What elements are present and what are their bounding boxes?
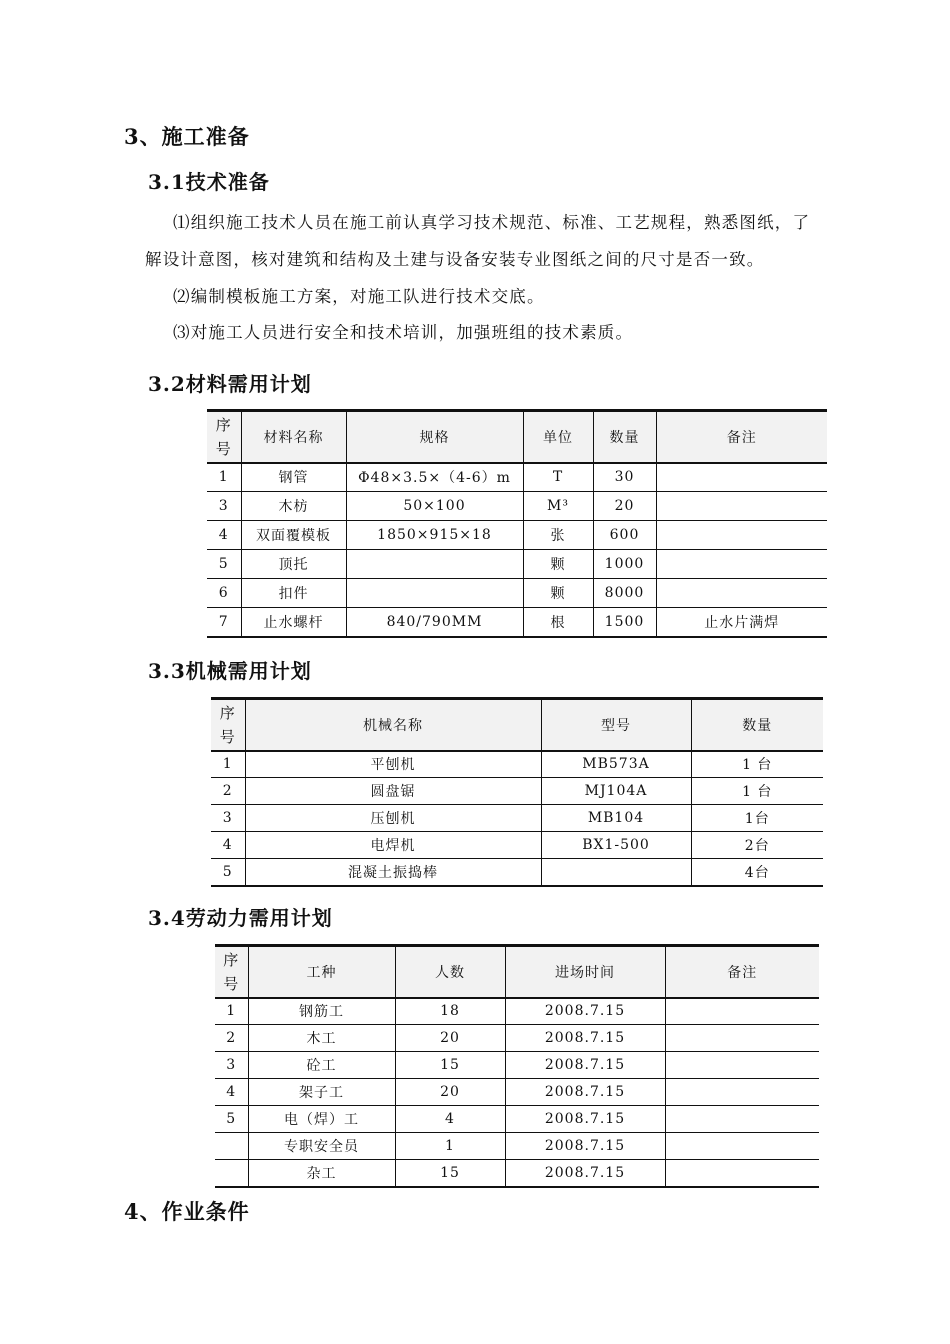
header-seq-line-1: 序 (215, 415, 232, 434)
cell-note (665, 1025, 819, 1052)
cell-date: 2008.7.15 (505, 1052, 665, 1079)
cell-qty: 20 (593, 492, 656, 521)
cell-count: 15 (395, 1052, 505, 1079)
cell-trade: 电（焊）工 (248, 1106, 395, 1133)
table-row (207, 550, 827, 579)
cell-note (665, 1106, 819, 1133)
machinery-table (211, 697, 823, 887)
cell-count: 15 (395, 1160, 505, 1187)
cell-name: 木枋 (241, 492, 346, 521)
cell-note (665, 998, 819, 1025)
cell-unit: 张 (523, 521, 593, 550)
cell-name: 扣件 (241, 579, 346, 608)
cell-spec (346, 579, 523, 608)
header-seq-line-1: 序 (223, 950, 240, 969)
cell-note (665, 1079, 819, 1106)
cell-note (656, 492, 827, 521)
cell-note (656, 550, 827, 579)
cell-count: 1 (395, 1133, 505, 1160)
machinery-header-qty: 数量 (691, 699, 823, 751)
cell-model: MB573A (541, 751, 691, 778)
cell-seq: 4 (207, 521, 241, 550)
cell-model: MB104 (541, 805, 691, 832)
cell-seq: 3 (211, 805, 245, 832)
cell-model: MJ104A (541, 778, 691, 805)
cell-qty: 1500 (593, 608, 656, 637)
cell-seq: 4 (211, 832, 245, 859)
cell-trade: 钢筋工 (248, 998, 395, 1025)
cell-date: 2008.7.15 (505, 1133, 665, 1160)
cell-model: BX1-500 (541, 832, 691, 859)
cell-unit: 颗 (523, 579, 593, 608)
section-3-1-heading: 3.1技术准备 (148, 170, 270, 194)
cell-unit: 颗 (523, 550, 593, 579)
cell-seq: 6 (207, 579, 241, 608)
cell-name: 双面覆模板 (241, 521, 346, 550)
table-row (207, 579, 827, 608)
table-row (211, 778, 823, 805)
cell-note (665, 1052, 819, 1079)
table-row (207, 463, 827, 492)
cell-name: 平刨机 (245, 751, 541, 778)
materials-header-note: 备注 (656, 411, 827, 463)
paragraph-item-1-cont: 解设计意图，核对建筑和结构及土建与设备安装专业图纸之间的尺寸是否一致。 (145, 250, 765, 269)
labor-header-date: 进场时间 (505, 946, 665, 998)
section-3-3-heading: 3.3机械需用计划 (148, 659, 312, 683)
table-row (215, 998, 819, 1025)
cell-seq: 3 (207, 492, 241, 521)
cell-trade: 架子工 (248, 1079, 395, 1106)
cell-seq: 1 (222, 756, 233, 773)
cell-count: 4 (395, 1106, 505, 1133)
labor-header-count: 人数 (395, 946, 505, 998)
cell-seq: 2 (211, 778, 245, 805)
cell-spec: 50×100 (346, 492, 523, 521)
cell-unit: T (523, 463, 593, 492)
cell-qty: 600 (593, 521, 656, 550)
cell-seq: 2 (215, 1025, 248, 1052)
paragraph-item-3: ⑶对施工人员进行安全和技术培训，加强班组的技术素质。 (173, 323, 634, 342)
cell-date: 2008.7.15 (505, 998, 665, 1025)
table-row (211, 832, 823, 859)
table-row (211, 805, 823, 832)
table-row (207, 608, 827, 637)
cell-qty: 4台 (691, 859, 823, 886)
cell-spec: 1850×915×18 (346, 521, 523, 550)
cell-seq: 5 (207, 550, 241, 579)
labor-header-seq (215, 946, 248, 998)
paragraph-item-1: ⑴组织施工技术人员在施工前认真学习技术规范、标准、工艺规程，熟悉图纸，了 (173, 213, 811, 232)
cell-qty: 30 (593, 463, 656, 492)
materials-header-row (207, 411, 827, 463)
table-row (215, 1025, 819, 1052)
labor-header-trade: 工种 (248, 946, 395, 998)
labor-header-note: 备注 (665, 946, 819, 998)
machinery-header-row (211, 699, 823, 751)
section-3-4-heading: 3.4劳动力需用计划 (148, 906, 333, 930)
materials-header-qty: 数量 (593, 411, 656, 463)
cell-seq: 1 (226, 1003, 237, 1020)
labor-table (215, 944, 819, 1188)
cell-name: 圆盘锯 (245, 778, 541, 805)
cell-trade: 砼工 (248, 1052, 395, 1079)
table-row (211, 751, 823, 778)
cell-date: 2008.7.15 (505, 1160, 665, 1187)
cell-name: 电焊机 (245, 832, 541, 859)
materials-table (207, 409, 827, 638)
section-3-2-heading: 3.2材料需用计划 (148, 372, 312, 396)
cell-seq: 1 (218, 469, 229, 486)
header-seq-line-2: 号 (215, 439, 232, 458)
cell-name: 止水螺杆 (241, 608, 346, 637)
cell-name: 顶托 (241, 550, 346, 579)
cell-date: 2008.7.15 (505, 1025, 665, 1052)
section-3-heading: 3、施工准备 (124, 124, 250, 149)
machinery-header-name: 机械名称 (245, 699, 541, 751)
cell-name: 混凝土振捣棒 (245, 859, 541, 886)
header-seq-line-1: 序 (219, 703, 236, 722)
machinery-header-model: 型号 (541, 699, 691, 751)
cell-name: 压刨机 (245, 805, 541, 832)
header-seq-line-2: 号 (223, 974, 240, 993)
materials-header-unit: 单位 (523, 411, 593, 463)
table-row (207, 492, 827, 521)
cell-seq: 7 (207, 608, 241, 637)
cell-count: 20 (395, 1079, 505, 1106)
table-row (215, 1106, 819, 1133)
cell-note: 止水片满焊 (656, 608, 827, 637)
cell-seq: 5 (211, 859, 245, 886)
table-row (215, 1079, 819, 1106)
cell-note (665, 1133, 819, 1160)
section-4-heading: 4、作业条件 (124, 1199, 250, 1224)
cell-spec: Φ48×3.5×（4-6）m (346, 463, 523, 492)
cell-trade: 木工 (248, 1025, 395, 1052)
cell-qty: 1 台 (691, 751, 823, 778)
cell-qty: 1台 (691, 805, 823, 832)
cell-date: 2008.7.15 (505, 1079, 665, 1106)
cell-trade: 专职安全员 (248, 1133, 395, 1160)
cell-qty: 1000 (593, 550, 656, 579)
table-row (211, 859, 823, 886)
cell-trade: 杂工 (248, 1160, 395, 1187)
cell-seq: 4 (215, 1079, 248, 1106)
cell-qty: 8000 (593, 579, 656, 608)
cell-count: 20 (395, 1025, 505, 1052)
cell-model (541, 859, 691, 886)
table-row (215, 1160, 819, 1187)
cell-seq: 3 (215, 1052, 248, 1079)
cell-seq: 5 (215, 1106, 248, 1133)
cell-count: 18 (395, 998, 505, 1025)
cell-unit: M³ (523, 492, 593, 521)
cell-seq (215, 1160, 248, 1187)
table-row (215, 1052, 819, 1079)
cell-unit: 根 (523, 608, 593, 637)
table-row (215, 1133, 819, 1160)
cell-spec: 840/790MM (346, 608, 523, 637)
cell-spec (346, 550, 523, 579)
cell-note (656, 579, 827, 608)
table-row (207, 521, 827, 550)
materials-header-spec: 规格 (346, 411, 523, 463)
materials-header-seq (207, 411, 241, 463)
cell-qty: 2台 (691, 832, 823, 859)
header-seq-line-2: 号 (219, 727, 236, 746)
materials-header-name: 材料名称 (241, 411, 346, 463)
machinery-header-seq (211, 699, 245, 751)
paragraph-item-2: ⑵编制模板施工方案，对施工队进行技术交底。 (173, 287, 545, 306)
cell-note (656, 463, 827, 492)
cell-date: 2008.7.15 (505, 1106, 665, 1133)
cell-note (656, 521, 827, 550)
cell-name: 钢管 (241, 463, 346, 492)
cell-qty: 1 台 (691, 778, 823, 805)
cell-note (665, 1160, 819, 1187)
cell-seq (215, 1133, 248, 1160)
labor-header-row (215, 946, 819, 998)
